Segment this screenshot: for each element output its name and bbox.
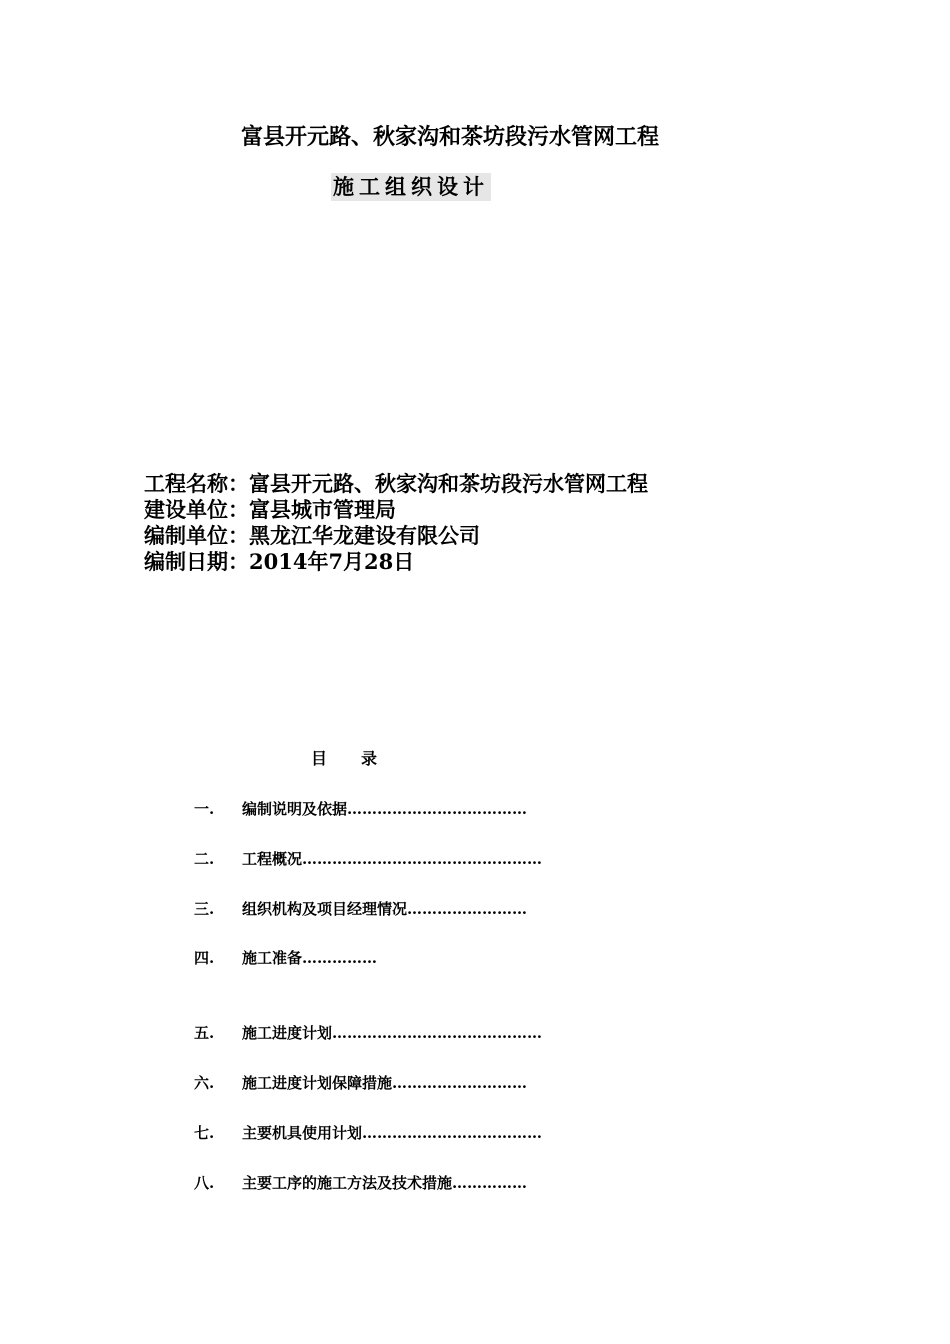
toc-item-text: 主要工序的施工方法及技术措施…………… xyxy=(242,1174,528,1192)
toc-heading-left: 目 xyxy=(311,749,328,768)
compiler-line: 编制单位：黑龙江华龙建设有限公司 xyxy=(144,523,480,548)
date-line: 编制日期：2014年7月28日 xyxy=(144,549,415,574)
project-info xyxy=(144,471,648,575)
toc-item-number: 八. xyxy=(194,1174,215,1192)
toc-item-text: 编制说明及依据……………………………… xyxy=(242,800,528,818)
project-name-line: 工程名称：富县开元路、秋家沟和茶坊段污水管网工程 xyxy=(144,471,648,496)
toc-heading-right: 录 xyxy=(361,749,378,768)
toc-item-number: 二. xyxy=(194,850,215,868)
toc-item-number: 三. xyxy=(194,900,215,918)
document-title: 富县开元路、秋家沟和茶坊段污水管网工程 xyxy=(241,124,660,150)
client-line: 建设单位：富县城市管理局 xyxy=(144,497,396,522)
toc-item-number: 六. xyxy=(194,1074,215,1092)
document-subtitle: 施工组织设计 xyxy=(333,174,489,199)
toc-item-text: 主要机具使用计划……………………………… xyxy=(242,1124,543,1142)
toc-item-number: 四. xyxy=(194,949,215,967)
toc-item-number: 七. xyxy=(194,1124,215,1142)
toc-item-text: 施工准备…………… xyxy=(242,949,378,967)
toc-heading xyxy=(311,748,377,770)
toc-item-text: 工程概况………………………………………… xyxy=(242,850,543,868)
toc-item-number: 一. xyxy=(194,800,215,818)
toc-item-text: 组织机构及项目经理情况…………………… xyxy=(242,900,528,918)
toc-item-number: 五. xyxy=(194,1024,215,1042)
toc-item-text: 施工进度计划保障措施……………………… xyxy=(242,1074,528,1092)
toc-item-text: 施工进度计划…………………………………… xyxy=(242,1024,543,1042)
